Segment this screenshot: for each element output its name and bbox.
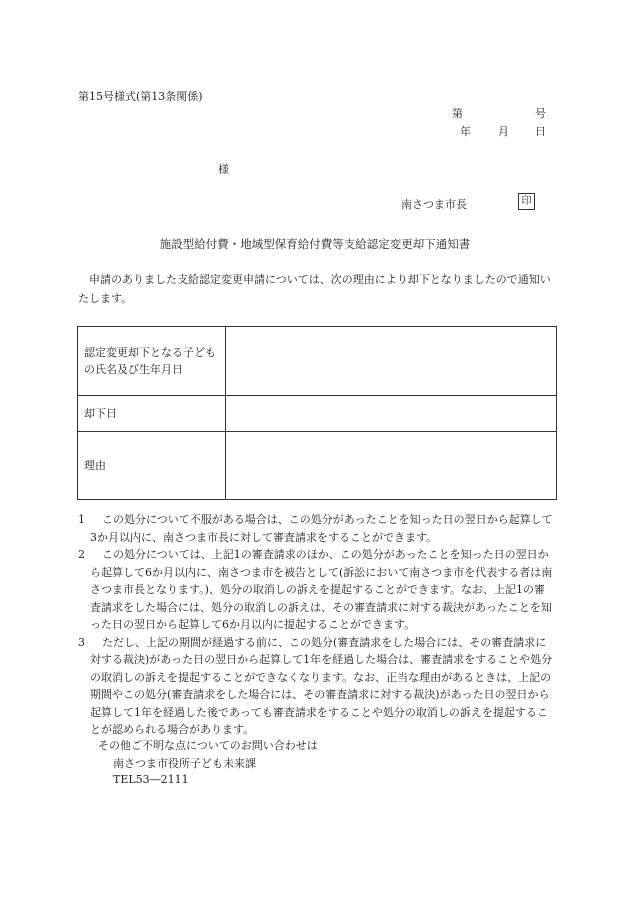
list-item [78, 511, 556, 546]
note-number: 1 [78, 513, 85, 526]
notes-list [78, 511, 556, 739]
issuer-name: 南さつま市長 [401, 198, 467, 211]
table-value-reason[interactable] [226, 432, 557, 500]
note-text: この処分について不服がある場合は、この処分があったことを知った日の翌日から起算して3か月以内に、南さつま市長に対して審査請求をすることができます。 [90, 513, 553, 544]
list-item [78, 634, 556, 739]
table-label-child: 認定変更却下となる子どもの氏名及び生年月日 [78, 327, 226, 396]
table-value-rejection-date[interactable] [226, 396, 557, 432]
list-item [78, 546, 556, 634]
date-day-label: 日 [535, 125, 546, 138]
doc-number-prefix: 第 [452, 107, 463, 120]
seal-mark: 印 [518, 193, 535, 210]
table-value-child[interactable] [226, 327, 557, 396]
date-month-label: 月 [498, 125, 509, 138]
contact-intro: その他ご不明な点についてのお問い合わせは [98, 739, 318, 752]
info-table [77, 326, 557, 500]
table-label-reason: 理由 [78, 432, 226, 500]
table-row [78, 327, 557, 396]
table-row [78, 432, 557, 500]
date-year-label: 年 [460, 125, 471, 138]
note-text: この処分については、上記1の審査請求のほか、この処分があったことを知った日の翌日から起算して6か月以内に、南さつま市を被告として(訴訟において南さつま市を代表する者は南さつま市長となります。)、処分の取消しの訴えを提起することができます。なお、上記1の審査請求をした場合には、処分の取消しの訴えは、その審査請求に対する裁決があったことを知った日の翌日から起算して6か月以内に提起することができます。 [90, 548, 553, 631]
form-number: 第15号様式(第13条関係) [78, 90, 203, 103]
table-row [78, 396, 557, 432]
contact-phone: TEL53―2111 [113, 773, 189, 786]
addressee-honorific: 様 [218, 163, 229, 176]
lead-text: 申請のありました支給認定変更申請については、次の理由により却下となりましたので通知いたします。 [78, 273, 551, 305]
note-number: 3 [78, 635, 85, 649]
lead-paragraph [78, 270, 556, 308]
note-text: ただし、上記の期間が経過する前に、この処分(審査請求をした場合には、その審査請求に対する裁決)があった日の翌日から起算して1年を経過した場合は、審査請求をすることや処分の取消しの訴えを提起することができなくなります。なお、正当な理由があるときは、上記の期間やこの処分(審査請求をした場合には、その審査請求に対する裁決)があった日の翌日から起算して1年を経過した後であっても審査請求をすることや処分の取消しの訴えを提起することが認められる場合があります。 [90, 635, 553, 736]
contact-office: 南さつま市役所子ども未来課 [113, 757, 256, 770]
table-label-rejection-date: 却下日 [78, 396, 226, 432]
document-title: 施設型給付費・地域型保育給付費等支給認定変更却下通知書 [159, 237, 471, 251]
note-number: 2 [78, 548, 85, 561]
doc-number-suffix: 号 [535, 107, 546, 120]
